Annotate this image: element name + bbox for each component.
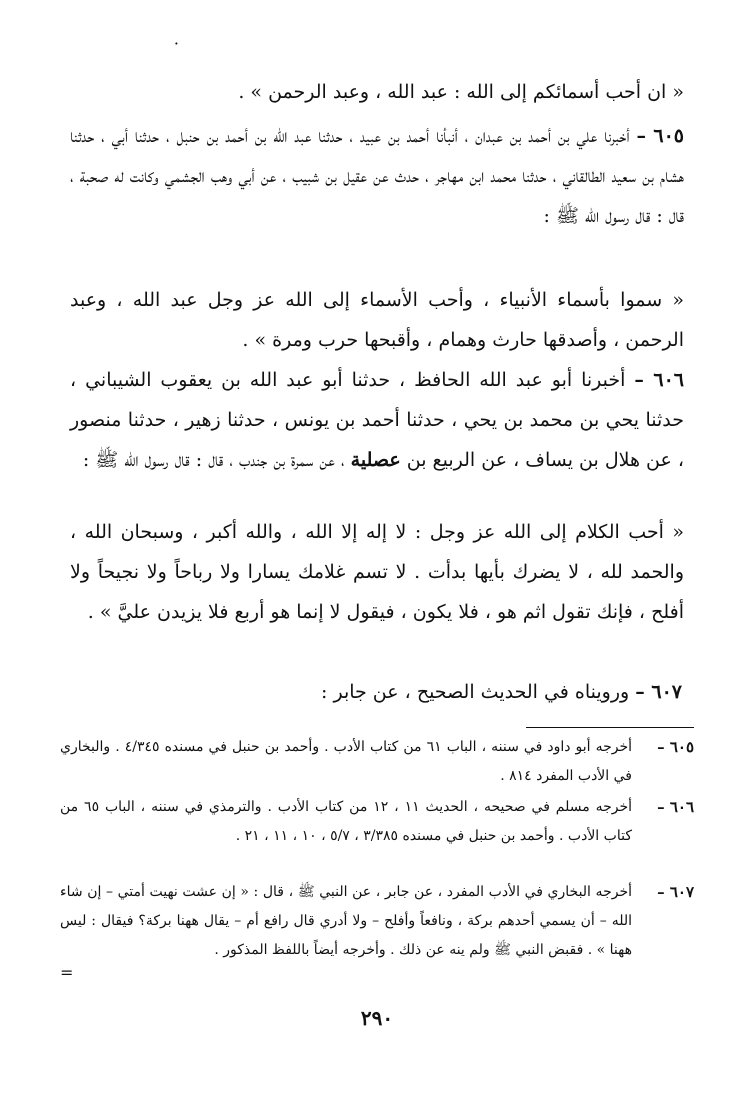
hadith-606 xyxy=(70,360,684,480)
hadith-number-606: ٦٠٦ – xyxy=(634,369,684,391)
stray-dot: · xyxy=(173,34,179,53)
book-page xyxy=(60,0,694,1103)
footnote-number: ٦٠٥ – xyxy=(657,738,694,756)
hadith-number-605: ٦٠٥ – xyxy=(636,125,684,147)
hadith-number-607: ٦٠٧ – xyxy=(635,681,682,703)
hadith-607 xyxy=(70,672,682,712)
quote-line-top: « ان أحب أسمائكم إلى الله : عبد الله ، وعبد الرحمن » . xyxy=(238,81,684,103)
page-number: ٢٩٠ xyxy=(360,1006,394,1030)
hadith-605 xyxy=(70,116,684,236)
footnote-text: أخرجه مسلم في صحيحه ، الحديث ١١ ، ١٢ من كتاب الأدب . والترمذي في سننه ، الباب ٦٥ من كتاب الأدب . وأحمد بن حنبل في مسنده ٣/٣٨٥ ، ٥/٧ ، ١٠ ، ١١ ، ٢١ . xyxy=(60,799,633,844)
hadith-606-text-b: ، عن سمرة بن جندب ، قال : قال رسول الله ﷺ : xyxy=(82,449,345,471)
hadith-605-text: أخبرنا علي بن أحمد بن عبدان ، أنبأنا أحمد بن عبيد ، حدثنا عبد الله بن أحمد بن حنبل ، حدثنا أبي ، حدثنا هشام بن سعيد الطالقاني ، حدثنا محمد ابن مهاجر ، حدث عن عقيل بن شبيب ، عن أبي وهب الجشمي وكانت له صحبة ، قال : قال رسول الله ﷺ : xyxy=(70,125,684,227)
hadith-607-text: ورويناه في الحديث الصحيح ، عن جابر : xyxy=(321,681,630,703)
footnote-607 xyxy=(60,878,694,965)
hadith-606-text-a: أخبرنا أبو عبد الله الحافظ ، حدثنا أبو عبد الله بن يعقوب الشيباني ، حدثنا يحي بن محمد بن يحي ، حدثنا أحمد بن يونس ، حدثنا زهير ، حدثنا منصور ، عن هلال بن يساف ، عن الربيع بن xyxy=(70,369,684,471)
footnote-606 xyxy=(60,793,694,851)
hadith-606-bold-name: عصلية xyxy=(350,449,401,471)
continuation-mark: = xyxy=(60,963,74,982)
footnote-divider xyxy=(526,727,694,728)
hadith-605-quote: « سموا بأسماء الأنبياء ، وأحب الأسماء إلى الله عز وجل عبد الله ، وعبد الرحمن ، وأصدقها حارث وهمام ، وأقبحها حرب ومرة » . xyxy=(70,289,684,351)
footnote-text: أخرجه البخاري في الأدب المفرد ، عن جابر ، عن النبي ﷺ ، قال : « إن عشت نهيت أمتي – إن شاء الله – أن يسمي أحدهم بركة ، ونافعاً وأفلح – ولا أدري قال رافع أم – يقال ههنا بركة؟ فيقال : ليس ههنا » . فقبض النبي ﷺ ولم ينه عن ذلك . وأخرجه أيضاً باللفظ المذكور . xyxy=(60,884,632,958)
footnote-number: ٦٠٦ – xyxy=(657,798,694,816)
footnote-605 xyxy=(60,733,694,791)
footnote-text: أخرجه أبو داود في سننه ، الباب ٦١ من كتاب الأدب . وأحمد بن حنبل في مسنده ٤/٣٤٥ . والبخاري في الأدب المفرد ٨١٤ . xyxy=(60,739,633,784)
hadith-606-quote: « أحب الكلام إلى الله عز وجل : لا إله إلا الله ، والله أكبر ، وسبحان الله ، والحمد لله ، لا يضرك بأيها بدأت . لا تسم غلامك يسارا ولا رباحاً ولا نجيحاً ولا أفلح ، فإنك تقول اثم هو ، فلا يكون ، فيقول لا إنما هو أربع فلا يزيدن عليَّ » . xyxy=(70,521,684,623)
footnote-number: ٦٠٧ – xyxy=(657,883,694,901)
